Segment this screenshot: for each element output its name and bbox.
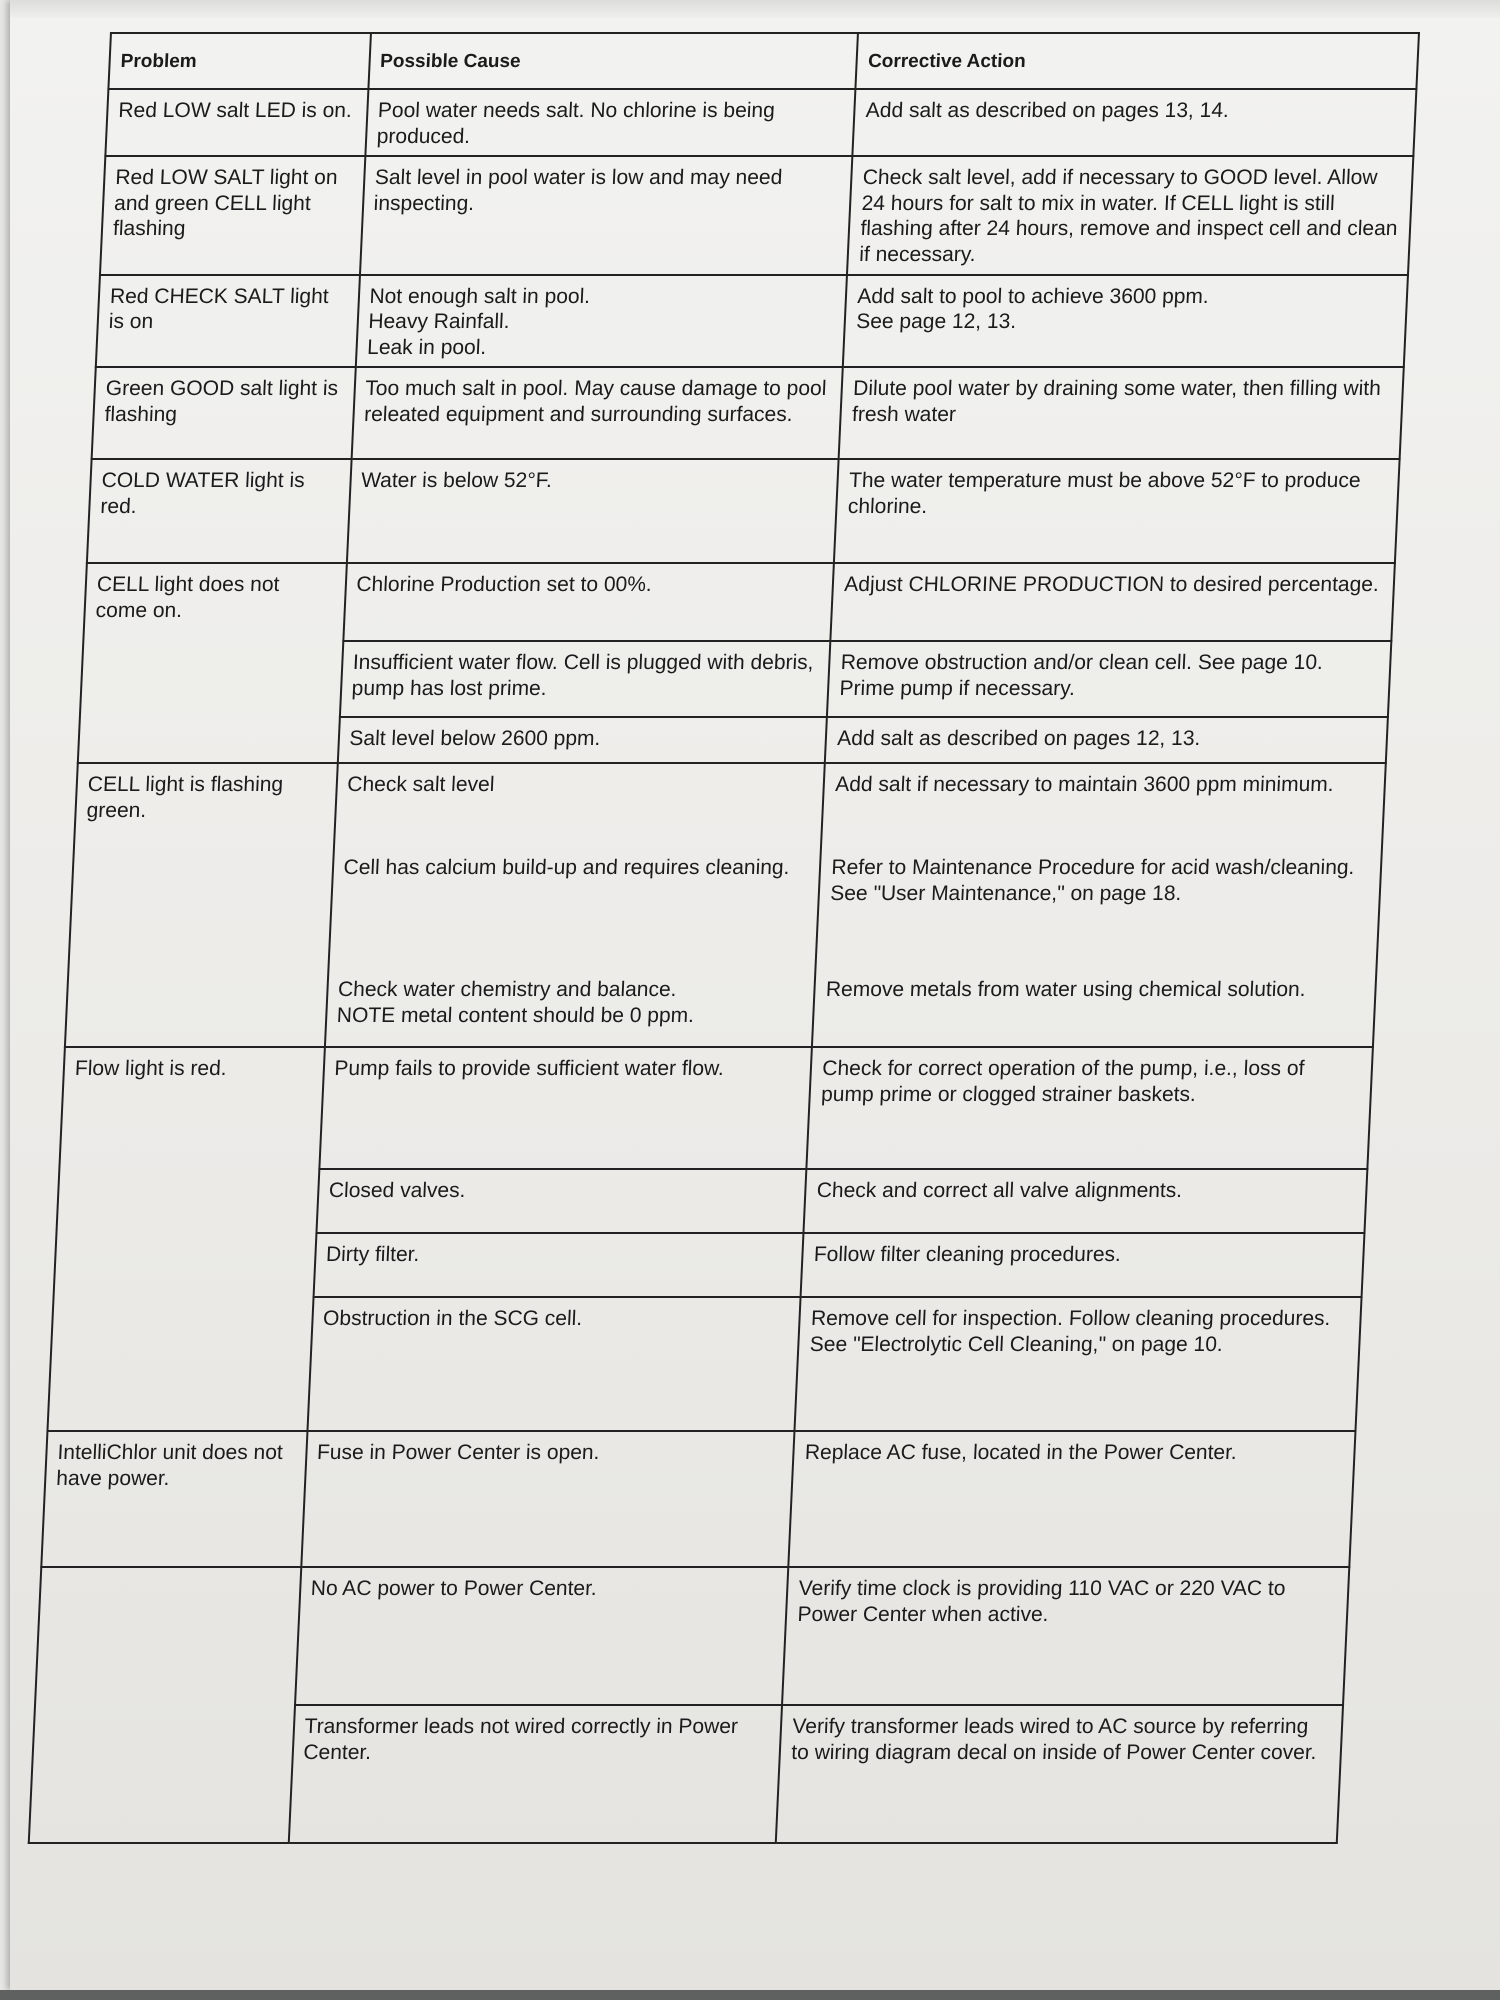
cause-cell xyxy=(346,459,839,563)
cause-cell xyxy=(359,156,852,274)
table-row xyxy=(100,156,1413,274)
cause-text: Check salt level xyxy=(346,773,495,797)
problem-text: Red LOW salt LED is on. xyxy=(117,99,353,122)
cause-text: Closed valves. xyxy=(328,1179,466,1203)
problem-text: Red LOW SALT light on and green CELL light flashing xyxy=(112,166,339,241)
problem-text: Green GOOD salt light is flashing xyxy=(104,377,339,427)
table-row xyxy=(96,275,1408,368)
cause-text: No AC power to Power Center. xyxy=(310,1577,598,1601)
problem-text: CELL light is flashing green. xyxy=(86,773,284,823)
cause-cell xyxy=(351,367,843,459)
action-text: Add salt to pool to achieve 3600 ppm. See page 12, 13. xyxy=(855,284,1210,334)
action-text: Remove cell for inspection. Follow cleaning procedures. See "Electrolytic Cell Cleaning," on page 10. xyxy=(809,1307,1331,1357)
cause-cell xyxy=(288,1705,782,1843)
action-text: The water temperature must be above 52°F to produce chlorine. xyxy=(847,469,1362,519)
action-text: Refer to Maintenance Procedure for acid wash/cleaning. See "User Maintenance," on page 18. xyxy=(829,856,1355,906)
action-cell xyxy=(831,563,1395,641)
cause-cell xyxy=(301,1431,795,1567)
problem-cell xyxy=(47,1047,324,1431)
problem-text: Flow light is red. xyxy=(74,1057,228,1081)
action-cell xyxy=(782,1567,1349,1705)
action-cell xyxy=(801,1233,1365,1297)
action-cell xyxy=(804,1169,1368,1233)
header-possible-cause: Possible Cause xyxy=(368,33,858,89)
action-cell xyxy=(825,717,1388,763)
cause-cell xyxy=(365,89,856,156)
problem-text: Red CHECK SALT light is on xyxy=(108,284,330,334)
cause-text: Check water chemistry and balance. NOTE metal content should be 0 ppm. xyxy=(336,978,695,1028)
action-text: Add salt as described on pages 12, 13. xyxy=(836,727,1201,751)
action-cell xyxy=(839,367,1404,459)
problem-cell xyxy=(100,156,365,274)
header-corrective-action: Corrective Action xyxy=(856,33,1419,89)
cause-cell xyxy=(295,1567,789,1705)
cause-cell xyxy=(328,847,821,969)
table-header-row xyxy=(108,33,1419,89)
cause-text: Chlorine Production set to 00%. xyxy=(355,573,653,597)
cause-cell xyxy=(307,1297,801,1431)
action-text: Remove obstruction and/or clean cell. See page 10. Prime pump if necessary. xyxy=(839,651,1324,701)
problem-cell xyxy=(92,367,356,459)
cause-cell xyxy=(313,1233,804,1297)
problem-text: CELL light does not come on. xyxy=(95,573,280,623)
cause-text: Obstruction in the SCG cell. xyxy=(322,1307,583,1331)
problem-cell xyxy=(41,1431,307,1567)
table-row xyxy=(59,1047,1373,1169)
action-text: Check for correct operation of the pump, i.e., loss of pump prime or clogged strainer baskets. xyxy=(820,1057,1305,1107)
action-cell xyxy=(853,89,1417,156)
cause-cell xyxy=(339,641,830,717)
problem-cell xyxy=(105,89,368,156)
action-cell xyxy=(827,641,1391,717)
problem-cell xyxy=(96,275,360,368)
action-text: Add salt if necessary to maintain 3600 ppm minimum. xyxy=(834,773,1335,797)
action-cell xyxy=(816,847,1382,969)
action-cell xyxy=(776,1705,1343,1843)
action-cell xyxy=(847,156,1413,274)
problem-cell xyxy=(78,563,347,763)
cause-cell xyxy=(337,717,827,763)
page-bottom-edge xyxy=(0,1990,1500,2000)
table-row xyxy=(35,1567,1349,1705)
header-problem: Problem xyxy=(108,33,370,89)
table-row xyxy=(105,89,1416,156)
action-text: Dilute pool water by draining some water, then filling with fresh water xyxy=(851,377,1382,427)
background-edge xyxy=(0,0,10,2000)
problem-text: IntelliChlor unit does not have power. xyxy=(55,1441,284,1491)
action-cell xyxy=(843,275,1408,368)
table-row xyxy=(41,1431,1355,1567)
cause-text: Too much salt in pool. May cause damage to pool releated equipment and surrounding surfaces. xyxy=(363,377,827,427)
action-cell xyxy=(821,763,1385,847)
action-text: Follow filter cleaning procedures. xyxy=(813,1243,1122,1267)
action-text: Verify transformer leads wired to AC source by referring to wiring diagram decal on inside of Power Center cover. xyxy=(790,1715,1318,1765)
cause-text: Water is below 52°F. xyxy=(360,469,553,493)
table-row xyxy=(74,763,1386,847)
cause-text: Cell has calcium build-up and requires cleaning. xyxy=(343,856,790,880)
table-row xyxy=(92,367,1404,459)
problem-cell-empty xyxy=(29,1567,301,1843)
problem-text: COLD WATER light is red. xyxy=(99,469,306,519)
table-row xyxy=(87,459,1400,563)
action-text: Add salt as described on pages 13, 14. xyxy=(865,99,1230,122)
table-row xyxy=(83,563,1395,641)
action-cell xyxy=(834,459,1399,563)
troubleshooting-table xyxy=(28,32,1420,1844)
cause-text: Salt level in pool water is low and may need inspecting. xyxy=(373,166,783,215)
action-text: Check and correct all valve alignments. xyxy=(816,1179,1183,1203)
problem-cell xyxy=(65,763,337,1047)
page-top-edge xyxy=(10,0,1500,18)
cause-cell xyxy=(319,1047,812,1169)
cause-cell xyxy=(316,1169,807,1233)
action-cell xyxy=(812,969,1376,1047)
cause-text: Transformer leads not wired correctly in Power Center. xyxy=(302,1715,739,1765)
action-text: Check salt level, add if necessary to GOOD level. Allow 24 hours for salt to mix in water. If CELL light is still flashing after 24 hours, remove and inspect cell and clean if necessary. xyxy=(858,166,1398,267)
cause-cell xyxy=(343,563,834,641)
action-cell xyxy=(795,1297,1362,1431)
cause-text: Fuse in Power Center is open. xyxy=(316,1441,600,1465)
cause-text: Pool water needs salt. No chlorine is being produced. xyxy=(376,99,776,148)
problem-cell xyxy=(87,459,351,563)
action-text: Verify time clock is providing 110 VAC or 220 VAC to Power Center when active. xyxy=(797,1577,1286,1627)
cause-cell xyxy=(324,969,815,1047)
cause-text: Salt level below 2600 ppm. xyxy=(348,727,601,751)
action-text: Adjust CHLORINE PRODUCTION to desired percentage. xyxy=(843,573,1380,597)
cause-text: Pump fails to provide sufficient water flow. xyxy=(333,1057,725,1081)
cause-text: Dirty filter. xyxy=(325,1243,420,1267)
cause-text: Insufficient water flow. Cell is plugged with debris, pump has lost prime. xyxy=(351,651,815,701)
cause-cell xyxy=(333,763,825,847)
cause-cell xyxy=(355,275,847,368)
action-text: Remove metals from water using chemical solution. xyxy=(825,978,1307,1002)
cause-text: Not enough salt in pool. Heavy Rainfall. Leak in pool. xyxy=(366,284,591,359)
action-cell xyxy=(789,1431,1356,1567)
action-text: Replace AC fuse, located in the Power Center. xyxy=(804,1441,1238,1465)
action-cell xyxy=(807,1047,1373,1169)
